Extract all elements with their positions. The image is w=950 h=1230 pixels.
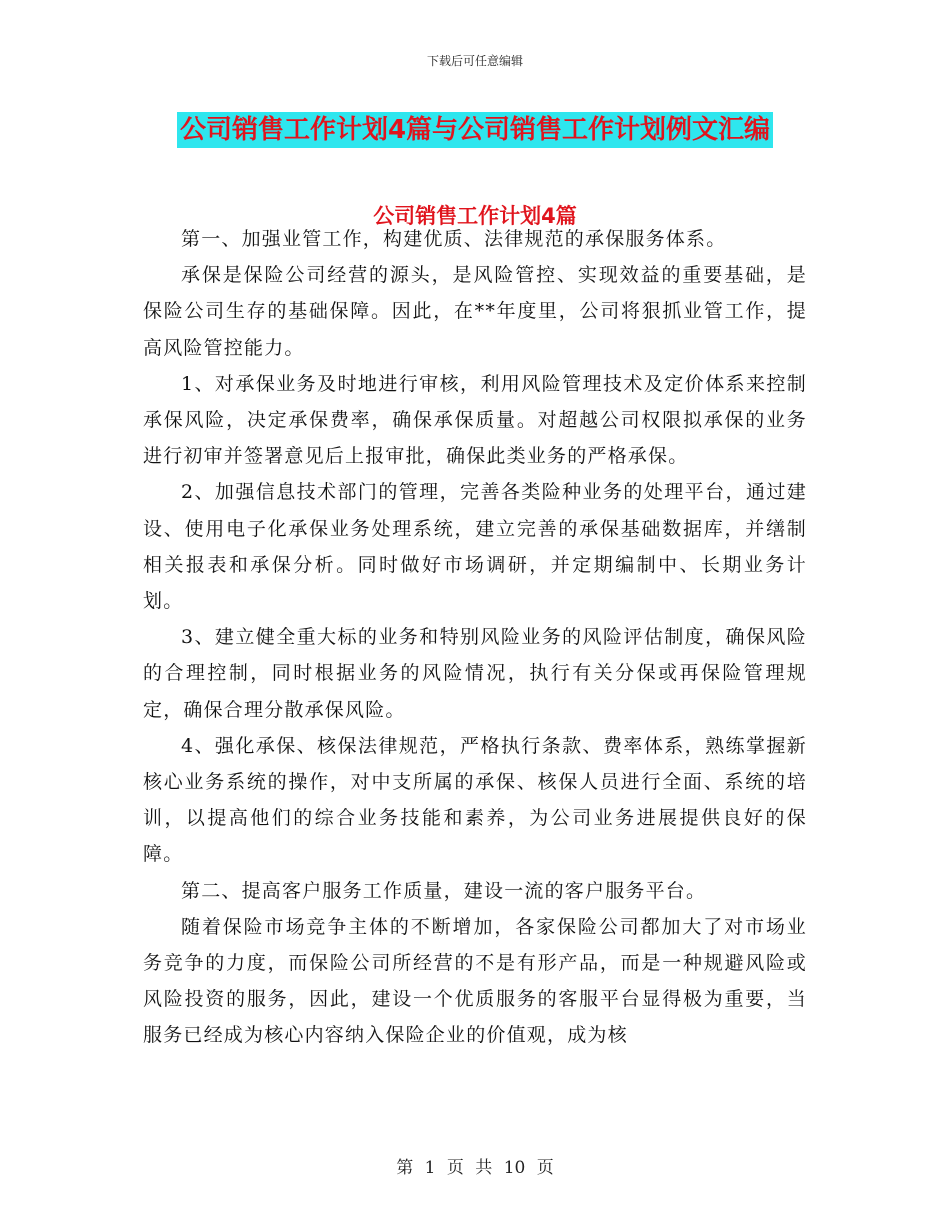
- document-title: 公司销售工作计划4篇与公司销售工作计划例文汇编: [177, 112, 773, 148]
- paragraph: 承保是保险公司经营的源头，是风险管控、实现效益的重要基础，是保险公司生存的基础保障。因此，在**年度里，公司将狠抓业管工作，提高风险管控能力。: [143, 264, 807, 359]
- paragraph: 4、强化承保、核保法律规范，严格执行条款、费率体系，熟练掌握新核心业务系统的操作，对中支所属的承保、核保人员进行全面、系统的培训，以提高他们的综合业务技能和素养，为公司业务进展提供良好的保障。: [143, 734, 807, 866]
- paragraph: 3、建立健全重大标的业务和特别风险业务的风险评估制度，确保风险的合理控制，同时根据业务的风险情况，执行有关分保或再保险管理规定，确保合理分散承保风险。: [143, 626, 807, 721]
- paragraph: 2、加强信息技术部门的管理，完善各类险种业务的处理平台，通过建设、使用电子化承保业务处理系统，建立完善的承保基础数据库，并缮制相关报表和承保分析。同时做好市场调研，并定期编制中、长期业务计划。: [143, 481, 807, 613]
- title-container: [0, 112, 950, 148]
- section-title: 公司销售工作计划4篇: [373, 204, 577, 228]
- document-body: [143, 221, 807, 1054]
- paragraph: 第一、加强业管工作，构建优质、法律规范的承保服务体系。: [181, 228, 727, 250]
- page-header-note: 下载后可任意编辑: [426, 54, 523, 68]
- page-number-footer: 第 1 页 共 10 页: [396, 1158, 554, 1178]
- paragraph: 1、对承保业务及时地进行审核，利用风险管理技术及定价体系来控制承保风险，决定承保费率，确保承保质量。对超越公司权限拟承保的业务进行初审并签署意见后上报审批，确保此类业务的严格承保。: [143, 372, 807, 468]
- paragraph: 随着保险市场竞争主体的不断增加，各家保险公司都加大了对市场业务竞争的力度，而保险公司所经营的不是有形产品，而是一种规避风险或风险投资的服务，因此，建设一个优质服务的客服平台显得极为重要，当服务已经成为核心内容纳入保险企业的价值观，成为核: [143, 915, 807, 1047]
- paragraph: 第二、提高客户服务工作质量，建设一流的客户服务平台。: [181, 879, 707, 902]
